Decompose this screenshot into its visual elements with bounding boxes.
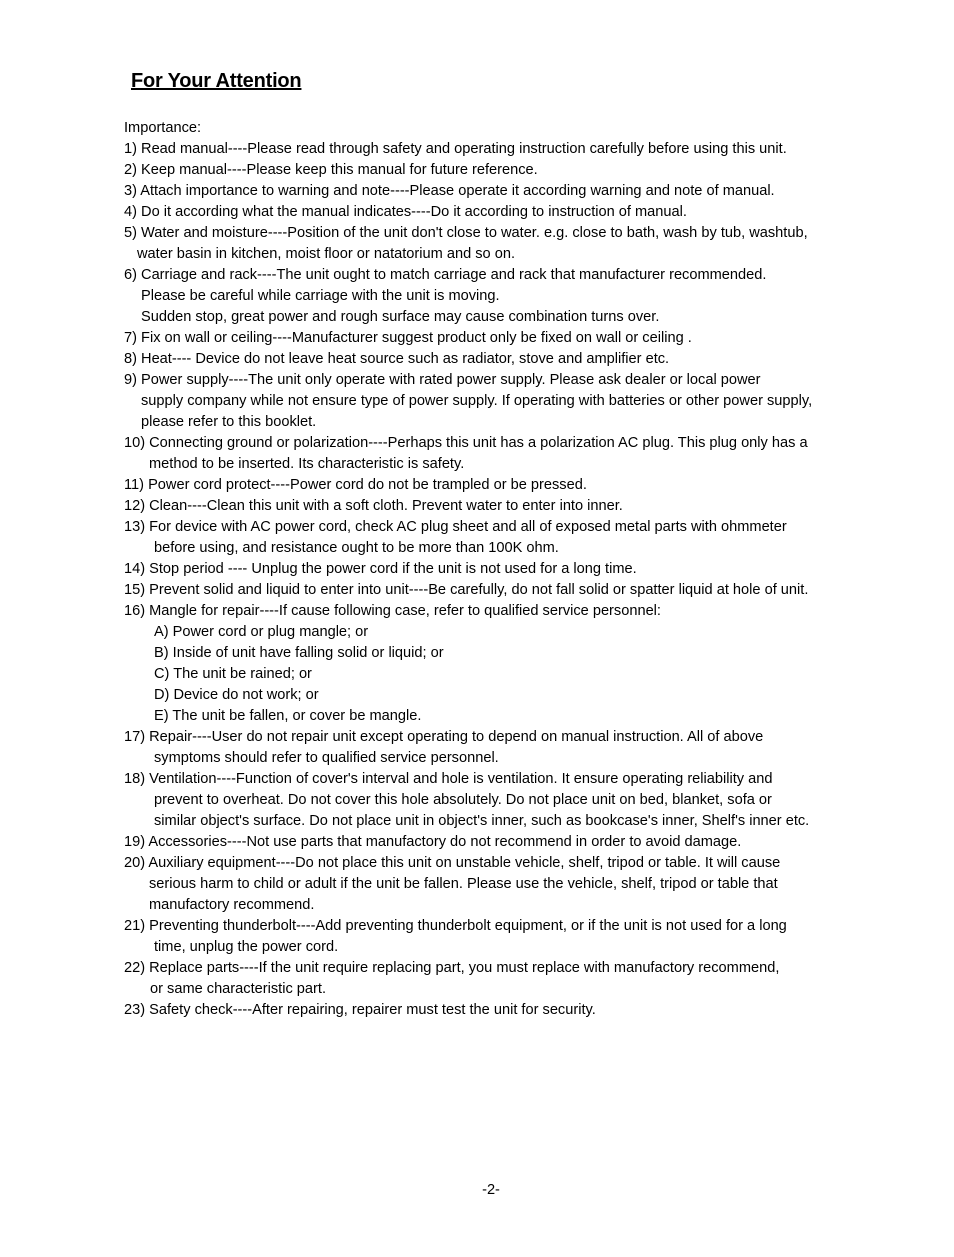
instruction-line: 7) Fix on wall or ceiling----Manufacturer suggest product only be fixed on wall or ceiling . [124,330,692,346]
instruction-line: 15) Prevent solid and liquid to enter into unit----Be carefully, do not fall solid or spatter liquid at hole of unit. [124,582,809,598]
instruction-line: 19) Accessories----Not use parts that manufactory do not recommend in order to avoid damage. [124,834,742,850]
instruction-line: 6) Carriage and rack----The unit ought to match carriage and rack that manufacturer recommended. [124,267,767,283]
instruction-continuation-line: please refer to this booklet. [141,414,317,430]
instruction-continuation-line: or same characteristic part. [150,981,326,997]
instruction-line: 21) Preventing thunderbolt----Add preventing thunderbolt equipment, or if the unit is not used for a long [124,918,787,934]
instructions-list [124,118,914,1021]
instruction-line: 8) Heat---- Device do not leave heat source such as radiator, stove and amplifier etc. [124,351,670,367]
instruction-line: 23) Safety check----After repairing, repairer must test the unit for security. [124,1002,596,1018]
importance-heading: Importance: [124,120,202,136]
instruction-continuation-line: prevent to overheat. Do not cover this hole absolutely. Do not place unit on bed, blanket, sofa or [154,792,772,808]
instruction-line: 4) Do it according what the manual indicates----Do it according to instruction of manual. [124,204,687,220]
page-title: For Your Attention [131,70,302,92]
instruction-continuation-line: method to be inserted. Its characteristic is safety. [149,456,465,472]
instruction-continuation-line: water basin in kitchen, moist floor or natatorium and so on. [137,246,516,262]
instruction-line: 14) Stop period ---- Unplug the power cord if the unit is not used for a long time. [124,561,637,577]
instruction-line: 20) Auxiliary equipment----Do not place this unit on unstable vehicle, shelf, tripod or table. It will cause [124,855,781,871]
instruction-continuation-line: supply company while not ensure type of power supply. If operating with batteries or other power supply, [141,393,813,409]
instruction-continuation-line: time, unplug the power cord. [154,939,339,955]
instruction-continuation-line: manufactory recommend. [149,897,315,913]
instruction-line: 1) Read manual----Please read through safety and operating instruction carefully before using this unit. [124,141,787,157]
instruction-line: 11) Power cord protect----Power cord do not be trampled or be pressed. [124,477,587,493]
instruction-continuation-line: D) Device do not work; or [154,687,319,703]
instruction-line: 10) Connecting ground or polarization----Perhaps this unit has a polarization AC plug. This plug only has a [124,435,808,451]
instruction-line: 12) Clean----Clean this unit with a soft cloth. Prevent water to enter into inner. [124,498,623,514]
instruction-line: 16) Mangle for repair----If cause following case, refer to qualified service personnel: [124,603,661,619]
instruction-continuation-line: C) The unit be rained; or [154,666,312,682]
page-number: -2- [482,1182,500,1198]
instruction-continuation-line: Sudden stop, great power and rough surface may cause combination turns over. [141,309,660,325]
instruction-continuation-line: Please be careful while carriage with the unit is moving. [141,288,500,304]
instruction-continuation-line: symptoms should refer to qualified service personnel. [154,750,499,766]
instruction-line: 18) Ventilation----Function of cover's interval and hole is ventilation. It ensure operating reliability and [124,771,773,787]
instruction-continuation-line: E) The unit be fallen, or cover be mangle. [154,708,422,724]
instruction-line: 3) Attach importance to warning and note----Please operate it according warning and note of manual. [124,183,775,199]
instruction-line: 9) Power supply----The unit only operate with rated power supply. Please ask dealer or local power [124,372,761,388]
instruction-line: 22) Replace parts----If the unit require replacing part, you must replace with manufactory recommend, [124,960,780,976]
instruction-line: 2) Keep manual----Please keep this manual for future reference. [124,162,538,178]
instruction-continuation-line: A) Power cord or plug mangle; or [154,624,369,640]
instruction-continuation-line: similar object's surface. Do not place unit in object's inner, such as bookcase's inner, Shelf's inner etc. [154,813,810,829]
instruction-line: 13) For device with AC power cord, check AC plug sheet and all of exposed metal parts with ohmmeter [124,519,787,535]
instruction-continuation-line: before using, and resistance ought to be more than 100K ohm. [154,540,559,556]
instruction-continuation-line: serious harm to child or adult if the unit be fallen. Please use the vehicle, shelf, tripod or table that [149,876,778,892]
instruction-line: 17) Repair----User do not repair unit except operating to depend on manual instruction. All of above [124,729,764,745]
instruction-line: 5) Water and moisture----Position of the unit don't close to water. e.g. close to bath, wash by tub, washtub, [124,225,808,241]
instruction-continuation-line: B) Inside of unit have falling solid or liquid; or [154,645,444,661]
